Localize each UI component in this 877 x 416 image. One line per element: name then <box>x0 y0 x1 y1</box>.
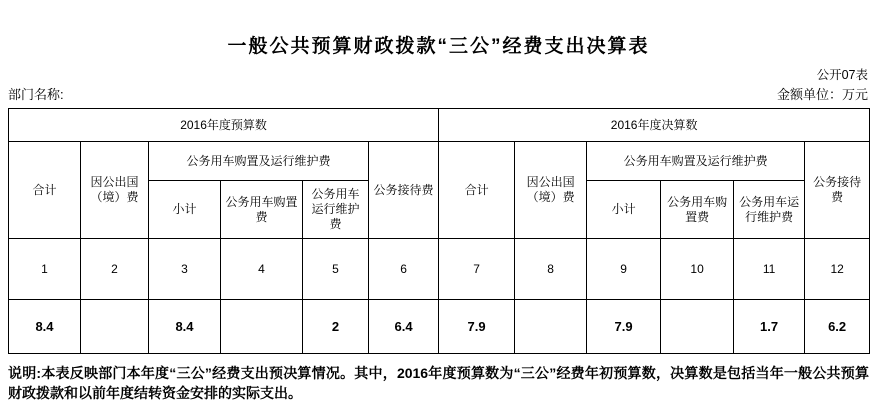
value-budget-vehicle-maintenance: 2 <box>303 300 369 354</box>
value-final-vehicle-maintenance: 1.7 <box>734 300 805 354</box>
department-name-label: 部门名称: <box>8 87 64 102</box>
explanation-note <box>8 363 869 403</box>
table-row-values <box>9 300 870 354</box>
column-number-cell: 5 <box>303 239 369 300</box>
header-final-vehicle-group: 公务用车购置及运行维护费 <box>587 142 805 181</box>
header-final-vehicle-maintenance: 公务用车运行维护费 <box>734 181 805 239</box>
header-final-reception-fee: 公务接待费 <box>805 142 870 239</box>
header-budget-total: 合计 <box>9 142 81 239</box>
header-final-vehicle-subtotal: 小计 <box>587 181 661 239</box>
page-title: 一般公共预算财政拨款“三公”经费支出决算表 <box>227 36 650 57</box>
header-final-abroad-fee: 因公出国（境）费 <box>515 142 587 239</box>
header-final-total: 合计 <box>439 142 515 239</box>
value-final-vehicle-purchase <box>661 300 734 354</box>
header-budget-vehicle-maintenance: 公务用车运行维护费 <box>303 181 369 239</box>
column-number-cell: 10 <box>661 239 734 300</box>
value-budget-vehicle-subtotal: 8.4 <box>149 300 221 354</box>
value-budget-reception-fee: 6.4 <box>369 300 439 354</box>
header-budget-abroad-fee: 因公出国（境）费 <box>81 142 149 239</box>
column-number-cell: 2 <box>81 239 149 300</box>
value-final-abroad-fee <box>515 300 587 354</box>
value-budget-total: 8.4 <box>9 300 81 354</box>
column-number-cell: 11 <box>734 239 805 300</box>
header-budget-vehicle-subtotal: 小计 <box>149 181 221 239</box>
column-number-cell: 3 <box>149 239 221 300</box>
table-row-column-numbers <box>9 239 870 300</box>
table-row-group-headers <box>9 109 870 142</box>
note-text: 本表反映部门本年度“三公”经费支出预决算情况。其中，2016年度预算数为“三公”经费年初预算数，决算数是包括当年一般公共预算财政拨款和以前年度结转资金安排的实际支出。 <box>8 365 869 401</box>
column-number-cell: 1 <box>9 239 81 300</box>
value-final-vehicle-subtotal: 7.9 <box>587 300 661 354</box>
three-public-expense-table <box>8 108 870 354</box>
group-header-final-2016: 2016年度决算数 <box>439 109 870 142</box>
header-budget-vehicle-purchase: 公务用车购置费 <box>221 181 303 239</box>
column-number-cell: 12 <box>805 239 870 300</box>
doc-code-label: 公开07表 <box>816 68 868 82</box>
header-budget-vehicle-group: 公务用车购置及运行维护费 <box>149 142 369 181</box>
meta-row <box>0 83 877 108</box>
value-final-total: 7.9 <box>439 300 515 354</box>
column-number-cell: 6 <box>369 239 439 300</box>
value-budget-vehicle-purchase <box>221 300 303 354</box>
column-number-cell: 7 <box>439 239 515 300</box>
column-number-cell: 4 <box>221 239 303 300</box>
amount-unit-label: 金额单位：万元 <box>776 87 868 102</box>
value-budget-abroad-fee <box>81 300 149 354</box>
column-number-cell: 9 <box>587 239 661 300</box>
header-budget-reception-fee: 公务接待费 <box>369 142 439 239</box>
note-label: 说明: <box>8 365 42 381</box>
group-header-budget-2016: 2016年度预算数 <box>9 109 439 142</box>
table-row-headers-upper <box>9 142 870 181</box>
column-number-cell: 8 <box>515 239 587 300</box>
header-final-vehicle-purchase: 公务用车购置费 <box>661 181 734 239</box>
value-final-reception-fee: 6.2 <box>805 300 870 354</box>
